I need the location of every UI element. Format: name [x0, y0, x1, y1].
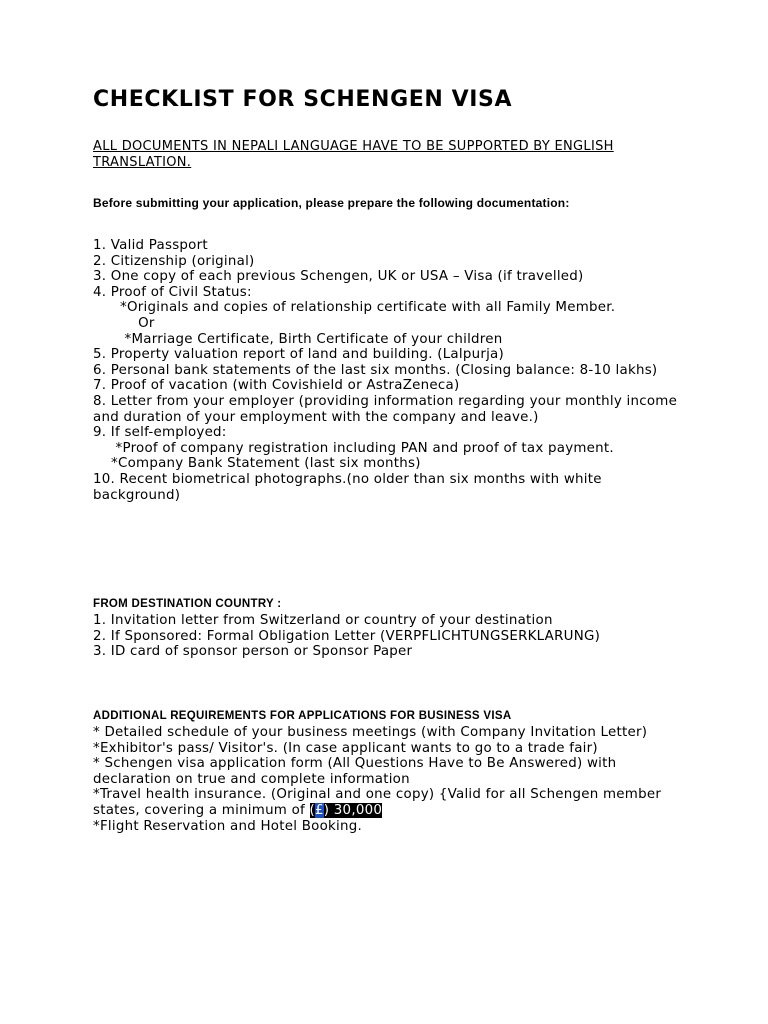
list-subitem: *Originals and copies of relationship certificate with all Family Member. [93, 300, 616, 316]
translation-notice: ALL DOCUMENTS IN NEPALI LANGUAGE HAVE TO BE SUPPORTED BY ENGLISH TRANSLATION. [93, 139, 614, 170]
intro-text: Before submitting your application, please prepare the following documentation: [93, 196, 570, 210]
list-subitem: Or [93, 315, 155, 331]
selected-text-highlight [310, 803, 383, 818]
list-item: 7. Proof of vacation (with Covishield or AstraZeneca) [93, 378, 460, 394]
list-item: * Schengen visa application form (All Questions Have to Be Answered) with declaration on true and complete information [93, 756, 621, 787]
list-item: *Flight Reservation and Hotel Booking. [93, 818, 362, 834]
insurance-amount: ) 30,000 [323, 802, 383, 818]
list-item: 5. Property valuation report of land and building. (Lalpurja) [93, 347, 504, 363]
list-item: 9. If self-employed: [93, 425, 227, 441]
list-item: 4. Proof of Civil Status: [93, 284, 252, 300]
business-list [93, 725, 683, 834]
list-item: 8. Letter from your employer (providing information regarding your monthly income and duration of your employment with the company and leave.) [93, 393, 682, 425]
insurance-text: *Travel health insurance. (Original and one copy) {Valid for all Schengen member states, covering a minimum of [93, 787, 666, 818]
destination-heading: FROM DESTINATION COUNTRY : [93, 598, 282, 610]
paren-open: ( [309, 802, 316, 818]
main-checklist [93, 238, 683, 503]
list-subitem: *Company Bank Statement (last six months) [93, 456, 421, 472]
list-item: 6. Personal bank statements of the last six months. (Closing balance: 8-10 lakhs) [93, 362, 658, 378]
list-item: 3. ID card of sponsor person or Sponsor Paper [93, 644, 413, 660]
list-item: 10. Recent biometrical photographs.(no older than six months with white background) [93, 471, 607, 503]
destination-list [93, 613, 683, 660]
list-subitem: *Proof of company registration including PAN and proof of tax payment. [93, 440, 614, 456]
list-item: 2. Citizenship (original) [93, 253, 255, 269]
list-item: 1. Valid Passport [93, 238, 208, 253]
list-item [93, 787, 683, 818]
list-item: 2. If Sponsored: Formal Obligation Letter (VERPFLICHTUNGSERKLARUNG) [93, 628, 601, 644]
list-item: * Detailed schedule of your business meetings (with Company Invitation Letter) [93, 725, 648, 740]
list-item: 1. Invitation letter from Switzerland or country of your destination [93, 613, 553, 628]
list-subitem: *Marriage Certificate, Birth Certificate of your children [93, 331, 503, 347]
business-heading: ADDITIONAL REQUIREMENTS FOR APPLICATIONS FOR BUSINESS VISA [93, 710, 512, 722]
list-item: 3. One copy of each previous Schengen, UK or USA – Visa (if travelled) [93, 269, 584, 285]
list-item: *Exhibitor's pass/ Visitor's. (In case applicant wants to go to a trade fair) [93, 740, 598, 756]
currency-symbol: £ [315, 802, 324, 818]
page-title: CHECKLIST FOR SCHENGEN VISA [93, 87, 513, 112]
